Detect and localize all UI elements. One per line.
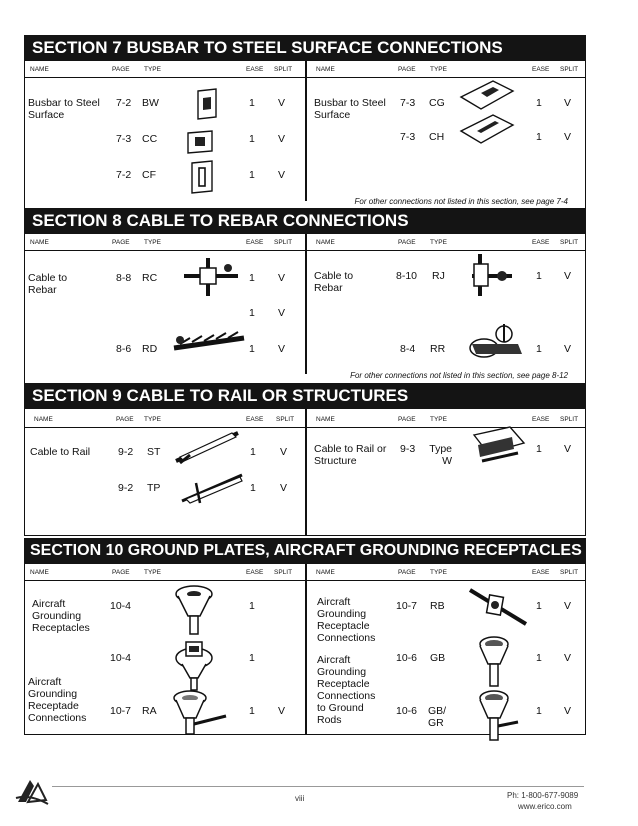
bw-connector-icon	[192, 87, 222, 121]
col-name: NAME	[30, 239, 49, 246]
row-page: 7-2	[116, 97, 132, 109]
row-split: V	[278, 705, 286, 717]
row-ease: 1	[249, 705, 255, 717]
row-ease: 1	[536, 270, 542, 282]
ra-receptacle-connection-icon	[168, 688, 230, 738]
col-page-r: PAGE	[398, 569, 416, 576]
row-name: Cable to Rail	[30, 446, 91, 458]
row-split: V	[278, 272, 286, 284]
row-ease: 1	[249, 169, 255, 181]
col-type: TYPE	[144, 416, 161, 423]
row-split: V	[564, 343, 572, 355]
cc-connector-icon	[184, 127, 218, 157]
section-note: For other connections not listed in this section, see page 8-12	[350, 371, 568, 380]
row-split: V	[278, 307, 286, 319]
row-ease: 1	[250, 446, 256, 458]
row-type: CG	[429, 97, 445, 109]
row-name: Aircraft Grounding Receptacles	[32, 598, 90, 634]
rr-rebar-connector-icon	[464, 320, 530, 362]
row-page: 10-6	[396, 705, 418, 717]
col-split: SPLIT	[276, 416, 295, 423]
column-divider	[305, 409, 307, 535]
row-page: 8-6	[116, 343, 132, 355]
grounding-receptacle-icon	[172, 582, 216, 638]
row-split: V	[280, 446, 288, 458]
row-ease: 1	[536, 443, 542, 455]
row-name: Cable to Rebar	[28, 272, 68, 296]
footer-website: www.erico.com	[518, 802, 572, 811]
col-ease-r: EASE	[532, 239, 550, 246]
col-name-r: NAME	[316, 569, 335, 576]
row-type: CF	[142, 169, 156, 181]
col-page-r: PAGE	[398, 416, 416, 423]
row-type: Type W	[429, 443, 452, 467]
col-ease: EASE	[246, 66, 264, 73]
row-ease: 1	[249, 343, 255, 355]
row-name: Aircraft Grounding Receptacle Connections to Ground Rods	[317, 654, 376, 726]
col-name-r: NAME	[316, 66, 335, 73]
row-split: V	[278, 343, 286, 355]
section-9-title: SECTION 9 CABLE TO RAIL OR STRUCTURES	[24, 383, 586, 409]
row-page: 7-3	[400, 131, 416, 143]
row-split: V	[564, 443, 572, 455]
row-split: V	[278, 133, 286, 145]
col-page-r: PAGE	[398, 239, 416, 246]
row-page: 7-3	[116, 133, 132, 145]
row-ease: 1	[249, 272, 255, 284]
col-split-r: SPLIT	[560, 66, 579, 73]
row-ease: 1	[249, 652, 255, 664]
row-page: 7-2	[116, 169, 132, 181]
section-7-title: SECTION 7 BUSBAR TO STEEL SURFACE CONNECTIONS	[24, 35, 586, 61]
col-name-r: NAME	[316, 416, 335, 423]
row-ease: 1	[536, 652, 542, 664]
col-name: NAME	[30, 66, 49, 73]
col-ease: EASE	[246, 239, 264, 246]
footer-rule	[52, 786, 584, 787]
row-split: V	[280, 482, 288, 494]
rd-rebar-connector-icon	[170, 330, 252, 356]
col-ease: EASE	[246, 569, 264, 576]
row-split: V	[564, 652, 572, 664]
cg-plate-icon	[457, 77, 517, 113]
row-page: 9-2	[118, 446, 134, 458]
row-page: 10-4	[110, 652, 132, 664]
footer-phone: Ph: 1-800-677-9089	[507, 791, 579, 800]
row-page: 10-4	[110, 600, 132, 612]
row-ease: 1	[249, 97, 255, 109]
col-split-r: SPLIT	[560, 569, 579, 576]
row-type: RD	[142, 343, 158, 355]
row-type: TP	[147, 482, 161, 494]
type-w-rail-connector-icon	[468, 423, 530, 469]
col-type-r: TYPE	[430, 416, 447, 423]
col-ease: EASE	[246, 416, 264, 423]
row-split: V	[278, 169, 286, 181]
row-type: RA	[142, 705, 157, 717]
rj-rebar-connector-icon	[466, 250, 516, 300]
col-type-r: TYPE	[430, 569, 447, 576]
row-page: 10-7	[396, 600, 418, 612]
row-name: Busbar to Steel Surface	[28, 97, 100, 121]
section-10-title: SECTION 10 GROUND PLATES, AIRCRAFT GROUNDING RECEPTACLES	[24, 538, 586, 564]
row-split: V	[564, 705, 572, 717]
row-type: RJ	[432, 270, 445, 282]
tp-rail-connector-icon	[176, 469, 248, 507]
row-split: V	[564, 270, 572, 282]
col-split: SPLIT	[274, 239, 293, 246]
col-type: TYPE	[144, 66, 161, 73]
row-name: Cable to Rail or Structure	[314, 443, 387, 467]
row-name: Aircraft Grounding Receptacle Connections	[317, 596, 376, 644]
col-page: PAGE	[112, 569, 130, 576]
row-page: 8-10	[396, 270, 418, 282]
row-page: 9-2	[118, 482, 134, 494]
row-split: V	[564, 97, 572, 109]
row-type: ST	[147, 446, 161, 458]
row-ease: 1	[249, 133, 255, 145]
col-ease-r: EASE	[532, 416, 550, 423]
row-page: 7-3	[400, 97, 416, 109]
col-split: SPLIT	[274, 66, 293, 73]
col-type-r: TYPE	[430, 239, 447, 246]
page-number: viii	[295, 794, 305, 803]
cf-connector-icon	[188, 159, 218, 195]
col-name-r: NAME	[316, 239, 335, 246]
section-note: For other connections not listed in this section, see page 7-4	[354, 197, 568, 206]
row-ease: 1	[536, 600, 542, 612]
column-divider	[305, 564, 307, 734]
rc-rebar-connector-icon	[180, 254, 242, 300]
row-page: 10-6	[396, 652, 418, 664]
col-page-r: PAGE	[398, 66, 416, 73]
gb-receptacle-connection-icon	[476, 634, 512, 690]
erico-logo-icon	[14, 776, 50, 808]
col-page: PAGE	[116, 416, 134, 423]
row-type: RR	[430, 343, 446, 355]
row-name: Aircraft Grounding Receptade Connections	[28, 676, 87, 724]
row-ease: 1	[536, 343, 542, 355]
row-split: V	[564, 131, 572, 143]
col-page: PAGE	[112, 239, 130, 246]
row-ease: 1	[250, 482, 256, 494]
col-type: TYPE	[144, 239, 161, 246]
row-name: Cable to Rebar	[314, 270, 354, 294]
row-type: GB	[430, 652, 446, 664]
col-split: SPLIT	[274, 569, 293, 576]
row-ease: 1	[536, 705, 542, 717]
col-name: NAME	[34, 416, 53, 423]
row-page: 9-3	[400, 443, 416, 455]
gb-gr-receptacle-connection-icon	[474, 688, 520, 742]
row-split: V	[564, 600, 572, 612]
row-type: GB/ GR	[428, 705, 447, 729]
row-ease: 1	[536, 131, 542, 143]
row-page: 8-8	[116, 272, 132, 284]
row-name: Busbar to Steel Surface	[314, 97, 386, 121]
col-ease-r: EASE	[532, 66, 550, 73]
rb-receptacle-connection-icon	[464, 586, 532, 628]
row-split: V	[278, 97, 286, 109]
section-8-title: SECTION 8 CABLE TO REBAR CONNECTIONS	[24, 208, 586, 234]
row-ease: 1	[536, 97, 542, 109]
col-split-r: SPLIT	[560, 416, 579, 423]
col-name: NAME	[30, 569, 49, 576]
row-page: 10-7	[110, 705, 132, 717]
row-ease: 1	[249, 307, 255, 319]
col-page: PAGE	[112, 66, 130, 73]
row-type: CH	[429, 131, 445, 143]
row-ease: 1	[249, 600, 255, 612]
col-type-r: TYPE	[430, 66, 447, 73]
row-type: BW	[142, 97, 159, 109]
row-type: RC	[142, 272, 158, 284]
col-split-r: SPLIT	[560, 239, 579, 246]
column-divider	[305, 234, 307, 374]
row-type: RB	[430, 600, 445, 612]
st-rail-connector-icon	[172, 427, 244, 467]
grounding-receptacle-icon	[172, 634, 220, 692]
ch-plate-icon	[457, 111, 517, 147]
row-type: CC	[142, 133, 158, 145]
row-page: 8-4	[400, 343, 416, 355]
col-type: TYPE	[144, 569, 161, 576]
col-ease-r: EASE	[532, 569, 550, 576]
column-divider	[305, 61, 307, 201]
